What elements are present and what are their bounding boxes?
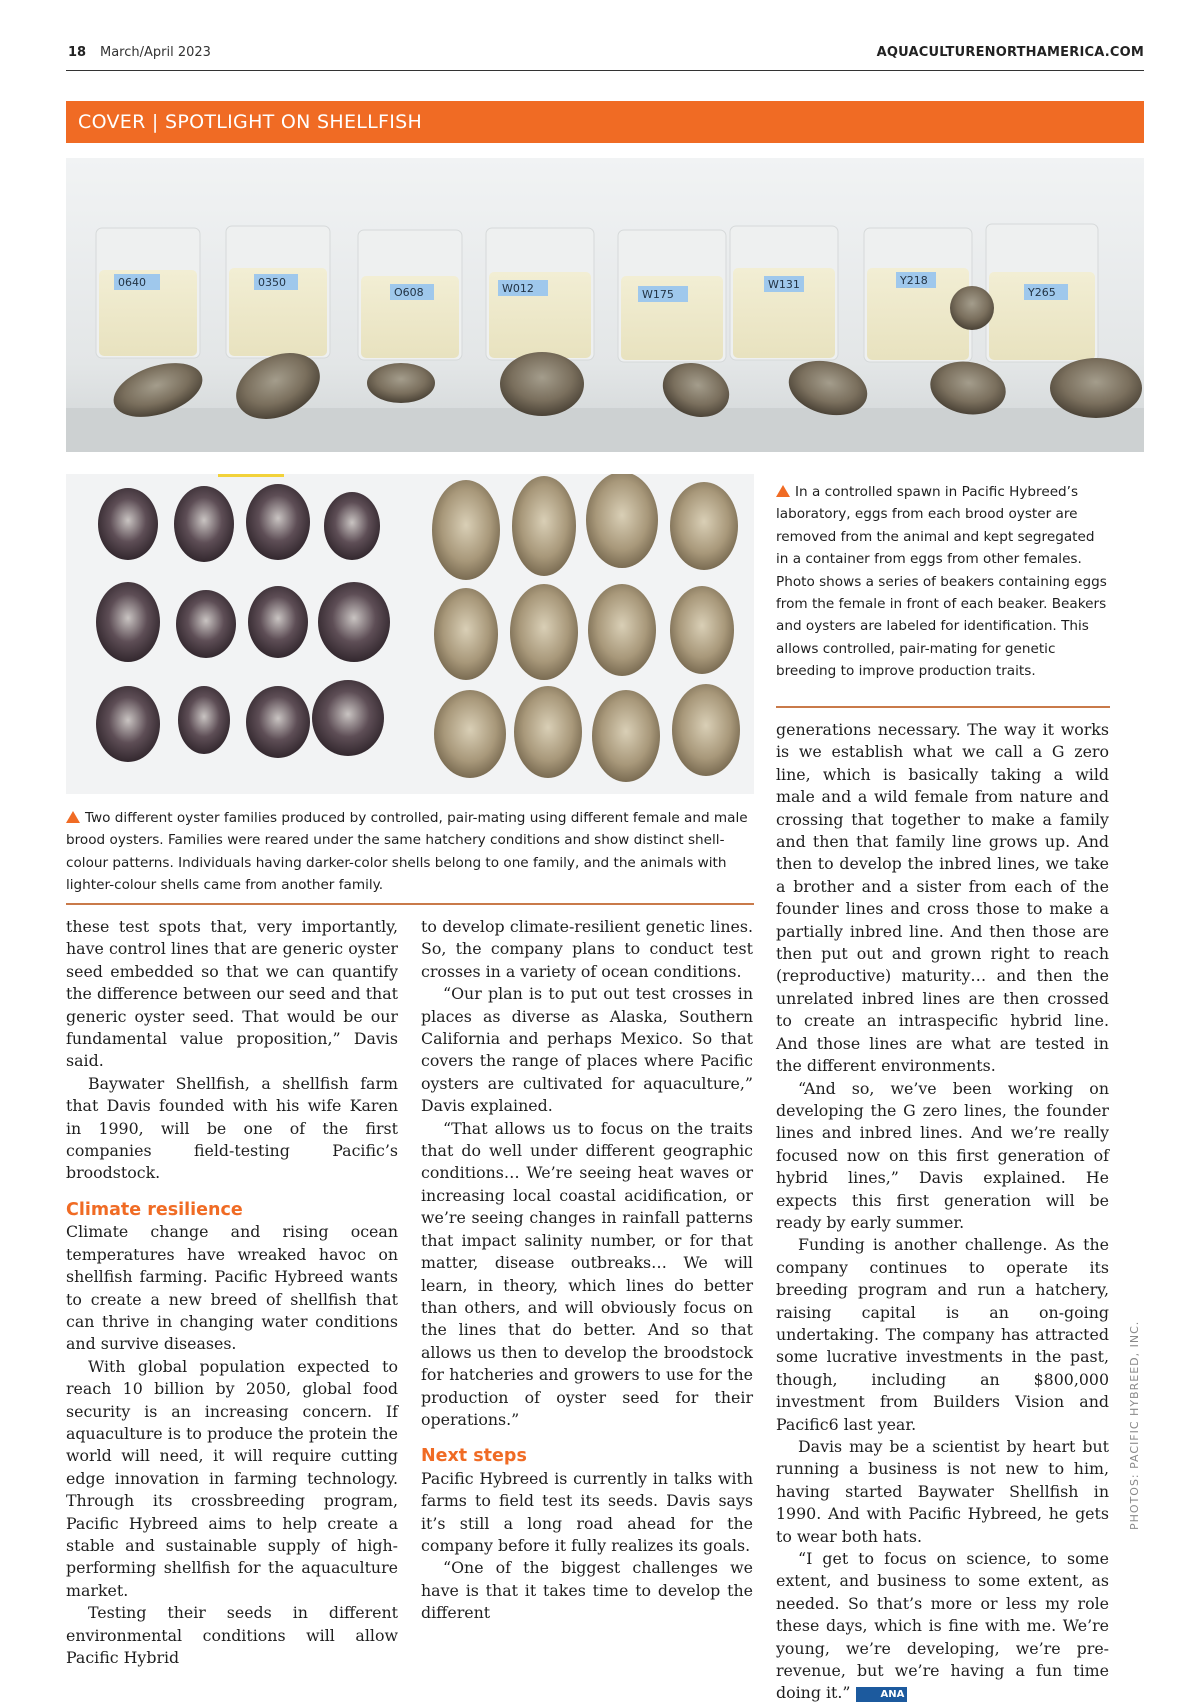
photo-credit: PHOTOS: PACIFIC HYBREED, INC.	[1128, 1320, 1141, 1530]
subhead-climate-resilience: Climate resilience	[66, 1199, 243, 1220]
end-mark-logo: ANA	[856, 1687, 908, 1702]
caption-triangle-icon	[776, 485, 790, 497]
paragraph: “One of the biggest challenges we have is that it takes time to develop the different	[421, 1558, 753, 1623]
paragraph: Funding is another challenge. As the company continues to operate its breeding program and run a hatchery, raising capital is an on-going undertaking. The company has attracted some lucrative investments in the past, though, including an $800,000 investment from Builders Vision and Pacific6 last year.	[776, 1235, 1109, 1434]
caption-rule-right	[776, 706, 1110, 708]
caption-families-text: Two different oyster families produced by controlled, pair-mating using different female and male brood oysters. Families were reared under the same hatchery conditions and show distinct shell-colour patterns. Individuals having darker-color shells belong to one family, and the animals with lighter-colour shells came from another family.	[66, 810, 748, 894]
article-column-1	[66, 916, 398, 1669]
article-column-3	[776, 719, 1109, 1705]
site-url[interactable]: AQUACULTURENORTHAMERICA.COM	[876, 45, 1144, 60]
paragraph	[776, 1548, 1109, 1705]
article-column-2	[421, 916, 753, 1625]
paragraph: “Our plan is to put out test crosses in places as diverse as Alaska, Southern California and perhaps Mexico. So that covers the range of places where Pacific oysters are cultivated for aquaculture,” Davis explained.	[421, 984, 753, 1116]
beaker-label-6: W131	[768, 278, 800, 291]
paragraph: to develop climate-resilient genetic lines. So, the company plans to conduct test crosses in a variety of ocean conditions.	[421, 917, 753, 981]
beaker-label-8: Y265	[1028, 286, 1056, 299]
beaker-label-2: 0350	[258, 276, 286, 289]
beaker-label-5: W175	[642, 288, 674, 301]
oyster-families-photo	[66, 474, 754, 794]
paragraph: these test spots that, very importantly, have control lines that are generic oyster seed embedded so that we can quantify the difference between our seed and that generic oyster seed. That would be our fundamental value proposition,” Davis said.	[66, 917, 398, 1071]
paragraph: generations necessary. The way it works is we establish what we call a G zero line, which is basically taking a wild male and a wild female from nature and crossing that together to make a family and then that family line grows up. And then to develop the inbred lines, we take a brother and a sister from each of the founder lines and cross those to make a partially inbred line. And then those are then put out and grown right to reach (reproductive) maturity… and then the unrelated inbred lines are then crossed to create an intraspecific hybrid line. And those lines are what are tested in the different environments.	[776, 720, 1109, 1076]
caption-beakers	[776, 481, 1110, 683]
section-banner	[66, 101, 1144, 143]
page-number: 18	[68, 45, 87, 60]
paragraph: “That allows us to focus on the traits that do well under different geographic conditions… We’re seeing heat waves or increasing local coastal acidification, or we’re seeing changes in rainfall patterns that impact salinity number, or for that matter, disease outbreaks… We will learn, in theory, which lines do better than others, and will obviously focus on the lines that do better. And so that allows us then to develop the broodstock for hatcheries and growers to use for the production of oyster seed for their operations.”	[421, 1118, 753, 1429]
paragraph: Climate change and rising ocean temperatures have wreaked havoc on shellfish farming. Pacific Hybreed wants to create a new breed of shellfish that can thrive in changing water conditions and survive diseases.	[66, 1222, 398, 1354]
beaker-label-4: W012	[502, 282, 534, 295]
caption-families	[66, 807, 756, 897]
section-banner-label: COVER | SPOTLIGHT ON SHELLFISH	[78, 111, 423, 133]
beaker-label-1: 0640	[118, 276, 146, 289]
caption-beakers-text: In a controlled spawn in Pacific Hybreed’s laboratory, eggs from each brood oyster are removed from the animal and kept segregated in a container from eggs from other females. Photo shows a series of beakers containing eggs from the female in front of each beaker. Beakers and oysters are labeled for identification. This allows controlled, pair-mating for genetic breeding to improve production traits.	[776, 484, 1107, 680]
beakers-photo	[66, 158, 1144, 452]
paragraph: Baywater Shellfish, a shellfish farm that Davis founded with his wife Karen in 1990, will be one of the first companies field-testing Pacific’s broodstock.	[66, 1073, 398, 1183]
caption-rule-left	[66, 903, 754, 905]
paragraph: “And so, we’ve been working on developing the G zero lines, the founder lines and inbred lines. And we’re really focused now on this first generation of hybrid lines,” Davis explained. He expects this first generation will be ready by early summer.	[776, 1078, 1109, 1232]
paragraph: Testing their seeds in different environmental conditions will allow Pacific Hybrid	[66, 1603, 398, 1667]
beaker-label-7: Y218	[900, 274, 928, 287]
paragraph: Pacific Hybreed is currently in talks with farms to field test its seeds. Davis says it’s still a long road ahead for the company before it fully realizes its goals.	[421, 1468, 753, 1555]
paragraph: Davis may be a scientist by heart but running a business is not new to him, having started Baywater Shellfish in 1990. And with Pacific Hybreed, he gets to wear both hats.	[776, 1437, 1109, 1546]
caption-triangle-icon	[66, 811, 80, 823]
beaker-label-3: O608	[394, 286, 424, 299]
header-rule	[66, 70, 1144, 71]
subhead-next-steps: Next steps	[421, 1446, 527, 1467]
paragraph: With global population expected to reach 10 billion by 2050, global food security is an increasing concern. If aquaculture is to produce the protein the world will need, it will require cutting edge innovation in farming technology. Through its crossbreeding program, Pacific Hybreed aims to help create a stable and sustainable supply of high-performing shellfish for the aquaculture market.	[66, 1356, 398, 1600]
issue-date: March/April 2023	[100, 45, 211, 60]
paragraph-text: “I get to focus on science, to some extent, and business to some extent, as needed. So that’s more or less my role these days, which is fine with me. We’re young, we’re developing, we’re pre-revenue, but we’re having a fun time doing it.”	[776, 1549, 1109, 1703]
